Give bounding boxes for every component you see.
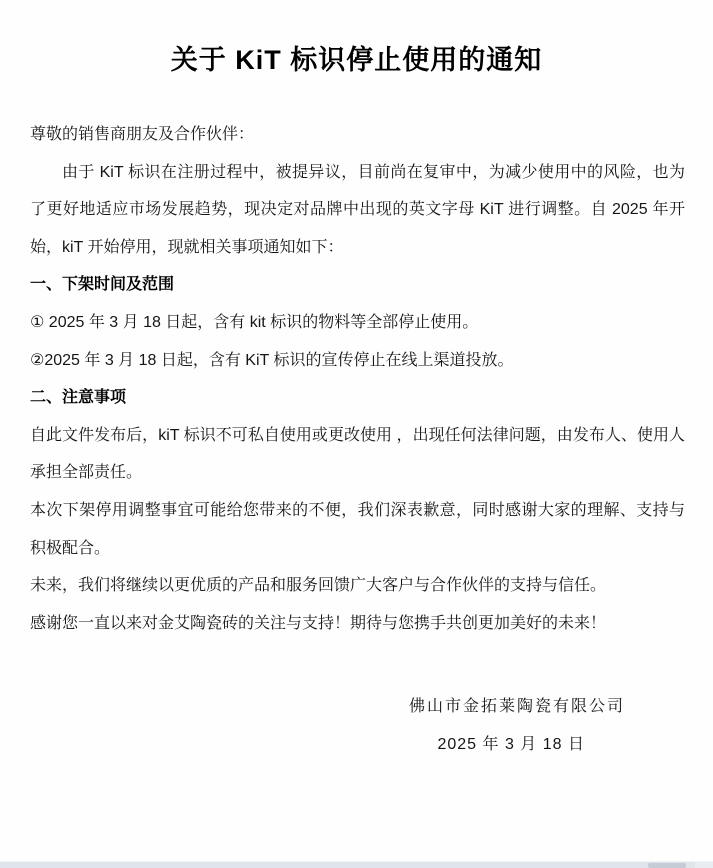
document-body	[30, 116, 685, 764]
section2-heading: 二、注意事项	[30, 389, 127, 407]
section1-item-1: ① 2025 年 3 月 18 日起，含有 kit 标识的物料等全部停止使用。	[30, 313, 479, 331]
document-title: 关于 KiT 标识停止使用的通知	[170, 45, 543, 75]
signature-block	[30, 688, 685, 763]
section1-heading: 一、下架时间及范围	[30, 276, 175, 294]
intro-paragraph: 由于 KiT 标识在注册过程中，被提异议，目前尚在复审中，为减少使用中的风险，也为了更好地适应市场发展趋势，现决定对品牌中出现的英文字母 KiT 进行调整。自 2025 年开始，kiT 开始停用，现就相关事项通知如下：	[30, 163, 685, 256]
section2-paragraph-3: 未来，我们将继续以更优质的产品和服务回馈广大客户与合作伙伴的支持与信任。	[30, 577, 607, 595]
scrollbar-corner	[695, 862, 713, 868]
horizontal-scrollbar[interactable]	[0, 861, 713, 868]
signature-company: 佛山市金拓莱陶瓷有限公司	[408, 698, 625, 716]
section2-paragraph-1: 自此文件发布后，kiT 标识不可私自使用或更改使用 ，出现任何法律问题，由发布人、使用人承担全部责任。	[30, 426, 685, 482]
horizontal-scrollbar-thumb[interactable]	[648, 863, 686, 868]
section1-item-2: ②2025 年 3 月 18 日起，含有 KiT 标识的宣传停止在线上渠道投放。	[30, 351, 514, 369]
signature-date: 2025 年 3 月 18 日	[437, 735, 585, 753]
section2-paragraph-2: 本次下架停用调整事宜可能给您带来的不便，我们深表歉意，同时感谢大家的理解、支持与积极配合。	[30, 501, 685, 557]
section2-paragraph-4: 感谢您一直以来对金艾陶瓷砖的关注与支持！期待与您携手共创更加美好的未来！	[30, 614, 607, 632]
salutation: 尊敬的销售商朋友及合作伙伴：	[30, 126, 255, 143]
